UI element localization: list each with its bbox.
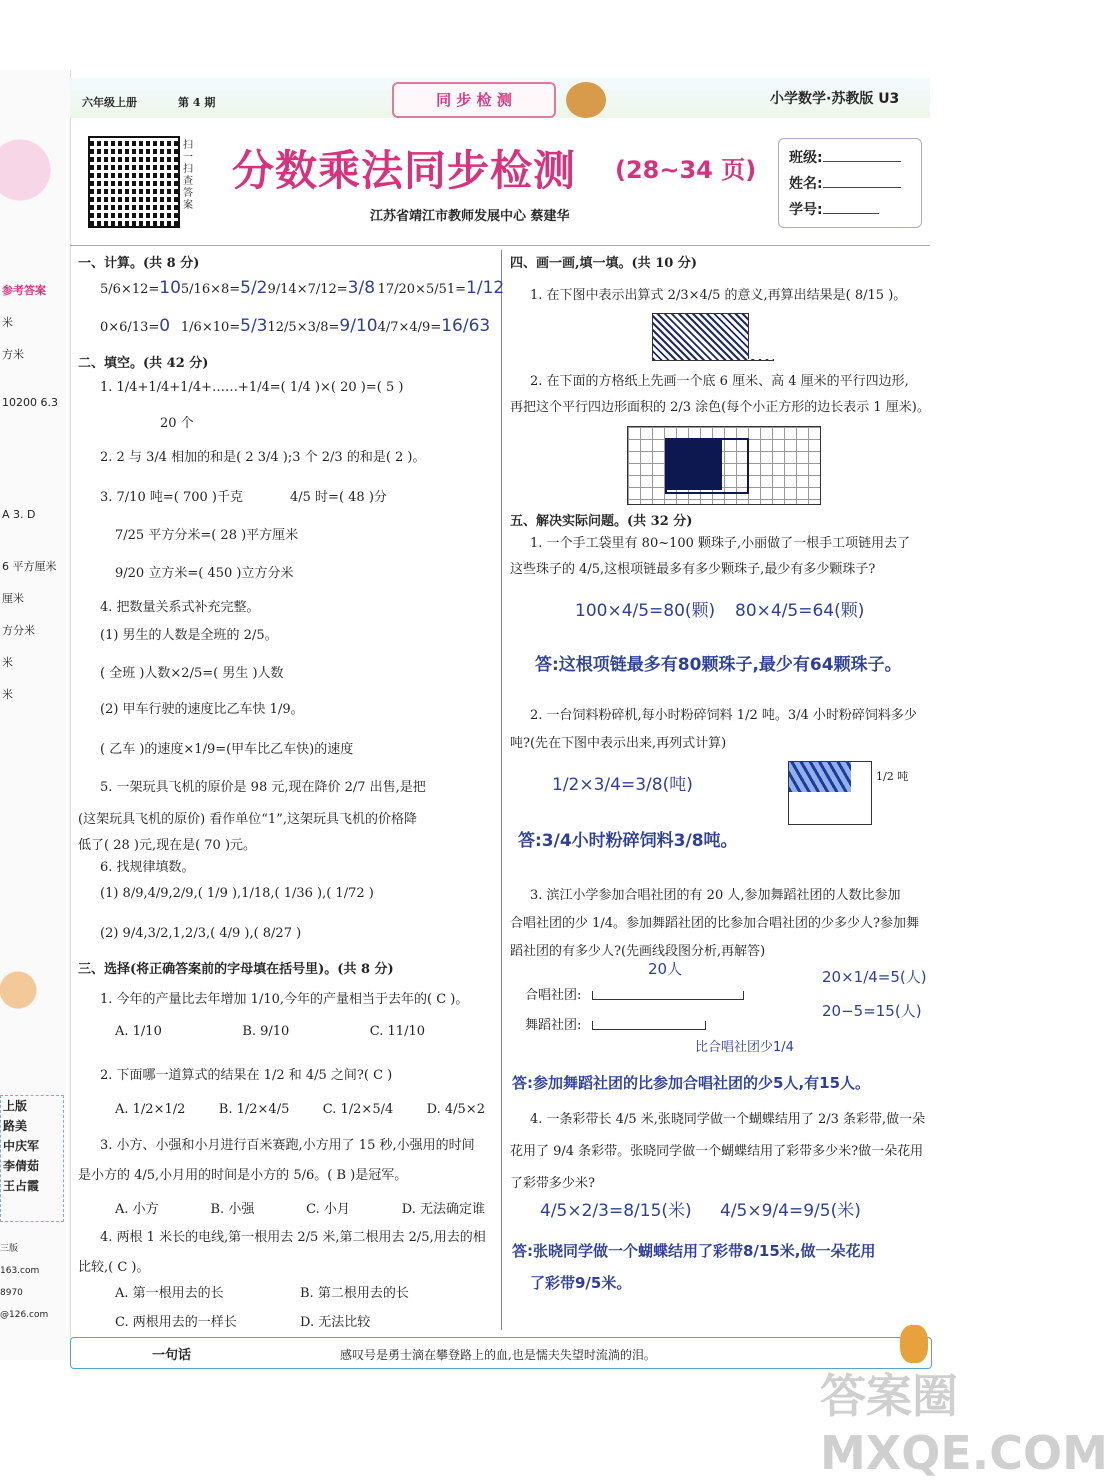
- choice-4: 4. 两根 1 米长的电线,第一根用去 2/5 米,第二根用去 2/5,用去的相: [100, 1230, 486, 1245]
- p3-work-1: 20×1/4=5(人): [822, 968, 927, 986]
- calc-item: 9/14×7/12=3/8: [267, 278, 376, 298]
- page-title: 分数乘法同步检测: [232, 146, 577, 195]
- problem-4b: 花用了 9/4 条彩带。张晓同学做一个蝴蝶结用了彩带多少米?做一朵花用: [510, 1144, 924, 1159]
- rabbit-illustration: [0, 100, 55, 240]
- column-divider: [501, 250, 502, 1330]
- choice-2-options: A. 1/2×1/2 B. 1/2×4/5 C. 1/2×5/4 D. 4/5×2: [115, 1102, 485, 1117]
- fill-4: 4. 把数量关系式补充完整。: [100, 600, 260, 615]
- fill-3d: 9/20 立方米=( 450 )立方分米: [115, 566, 294, 581]
- problem-3: 3. 滨江小学参加合唱社团的有 20 人,参加舞蹈社团的人数比参加: [530, 888, 901, 903]
- fill-4a-answer: ( 全班 )人数×2/5=( 男生 )人数: [100, 666, 284, 681]
- draw-1: 1. 在下图中表示出算式 2/3×4/5 的意义,再算出结果是( 8/15 )。: [530, 288, 907, 303]
- child-illustration: [0, 960, 50, 1040]
- footer-quote: 感叹号是勇士滴在攀登路上的血,也是懦夫失望时流淌的泪。: [340, 1348, 656, 1362]
- p3-answer: 答:参加舞蹈社团的比参加合唱社团的少5人,有15人。: [512, 1074, 871, 1092]
- calc-item: 5/6×12=10: [100, 278, 181, 298]
- class-field[interactable]: 班级:: [789, 145, 911, 171]
- sidebar-contact: 三版 163.com 8970 @126.com: [0, 1244, 49, 1320]
- problem-1b: 这些珠子的 4/5,这根项链最多有多少颗珠子,最少有多少颗珠子?: [510, 562, 876, 577]
- choice-1: 1. 今年的产量比去年增加 1/10,今年的产量相当于去年的( C )。: [100, 992, 469, 1007]
- author-line: 江苏省靖江市教师发展中心 蔡建华: [370, 209, 570, 224]
- problem-2b: 吨?(先在下图中表示出来,再列式计算): [510, 736, 727, 751]
- p3-less-label: 比合唱社团少1/4: [695, 1040, 794, 1055]
- qr-code-overlay: [90, 138, 178, 226]
- choice-3-options: A. 小方 B. 小强 C. 小月 D. 无法确定谁: [115, 1202, 485, 1217]
- sidebar-answers: 参考答案 米 方米 10200 6.3 A 3. D 6 平方厘米 厘米 方分米 米 米: [2, 284, 58, 701]
- feed-shaded: [789, 762, 851, 792]
- editor-box: 上版 路美 中庆军 李倩茹 王占霞: [0, 1095, 64, 1222]
- calc-item: 0×6/13=0: [100, 316, 171, 336]
- problem-4: 4. 一条彩带长 4/5 米,张晓同学做一个蝴蝶结用了 2/3 条彩带,做一朵: [530, 1112, 926, 1127]
- header-divider: [70, 245, 930, 246]
- problem-3c: 蹈社团的有多少人?(先画线段图分析,再解答): [510, 944, 766, 959]
- fill-1: 1. 1/4+1/4+1/4+……+1/4=( 1/4 )×( 20 )=( 5 ): [100, 380, 404, 395]
- choice-4-options: A. 第一根用去的长 B. 第二根用去的长 C. 两根用去的一样长 D. 无法比较: [115, 1286, 409, 1330]
- calc-grid: [100, 278, 505, 336]
- shaded-area: [665, 438, 722, 490]
- giraffe-icon: [900, 1325, 928, 1363]
- fill-3c: 7/25 平方分米=( 28 )平方厘米: [115, 528, 299, 543]
- draw-2: 2. 在下面的方格纸上先画一个底 6 厘米、高 4 厘米的平行四边形,: [530, 374, 909, 389]
- calc-item: 1/6×10=5/3: [180, 316, 268, 336]
- fill-6: 6. 找规律填数。: [100, 860, 195, 875]
- p4-work-2: 4/5×9/4=9/5(米): [720, 1201, 861, 1221]
- choice-3b: 是小方的 4/5,小月用的时间是小方的 5/6。( B )是冠军。: [78, 1168, 408, 1183]
- fill-5: 5. 一架玩具飞机的原价是 98 元,现在降价 2/7 出售,是把: [100, 780, 426, 795]
- fill-5c: 低了( 28 )元,现在是( 70 )元。: [78, 838, 257, 853]
- p3-work-2: 20−5=15(人): [822, 1002, 922, 1020]
- p4-work-1: 4/5×2/3=8/15(米): [540, 1201, 692, 1221]
- calc-item: 12/5×3/8=9/10: [267, 316, 378, 336]
- p4-answer: 答:张晓同学做一个蝴蝶结用了彩带8/15米,做一朵花用: [512, 1242, 876, 1260]
- fill-6a: (1) 8/9,4/9,2/9,( 1/9 ),1/18,( 1/36 ),( 1/72 ): [100, 886, 374, 901]
- section-3-title: 三、选择(将正确答案前的字母填在括号里)。(共 8 分): [78, 962, 394, 977]
- page-range: (28~34 页): [615, 156, 757, 184]
- p1-work-1: 100×4/5=80(颗): [575, 601, 716, 621]
- watermark: 答案圈 MXQE.COM: [820, 1369, 1108, 1480]
- fill-2: 2. 2 与 3/4 相加的和是( 2 3/4 );3 个 2/3 的和是( 2 )。: [100, 450, 426, 465]
- choice-3: 3. 小方、小强和小月进行百米赛跑,小方用了 15 秒,小强用的时间: [100, 1138, 475, 1153]
- issue-label: 第 4 期: [178, 96, 216, 109]
- section-4-title: 四、画一画,填一填。(共 10 分): [510, 256, 697, 271]
- p2-answer: 答:3/4小时粉碎饲料3/8吨。: [518, 831, 738, 851]
- fill-5b: (这架玩具飞机的原价) 看作单位“1”,这架玩具飞机的价格降: [78, 812, 417, 827]
- id-field[interactable]: 学号:: [789, 197, 911, 223]
- fill-6b: (2) 9/4,3/2,1,2/3,( 4/9 ),( 8/27 ): [100, 926, 302, 941]
- grade-label: 六年级上册: [82, 96, 137, 109]
- section-1-title: 一、计算。(共 8 分): [78, 256, 200, 271]
- problem-1: 1. 一个手工袋里有 80~100 颗珠子,小丽做了一根手工项链用去了: [530, 536, 911, 551]
- choir-label: 合唱社团:: [525, 988, 582, 1003]
- section-2-title: 二、填空。(共 42 分): [78, 356, 209, 371]
- subject-label: 小学数学·苏教版 U3: [770, 91, 900, 107]
- problem-4c: 了彩带多少米?: [510, 1176, 595, 1191]
- scan-note: 扫一扫 查答案: [183, 140, 193, 211]
- problem-3b: 合唱社团的少 1/4。参加舞蹈社团的比参加合唱社团的少多少人?参加舞: [510, 916, 920, 931]
- choir-segment: [592, 991, 744, 1000]
- p2-work: 1/2×3/4=3/8(吨): [552, 775, 693, 795]
- p4-answer-2: 了彩带9/5米。: [530, 1274, 632, 1292]
- calc-item: 17/20×5/51=1/12: [377, 278, 505, 298]
- calc-item: 5/16×8=5/2: [180, 278, 268, 298]
- lion-mascot-icon: [566, 82, 606, 118]
- fill-4a: (1) 男生的人数是全班的 2/5。: [100, 628, 278, 643]
- footer-label: 一句话: [152, 1348, 192, 1363]
- student-info-box: [778, 138, 922, 228]
- choice-4b: 比较,( C )。: [78, 1260, 150, 1275]
- name-field[interactable]: 姓名:: [789, 171, 911, 197]
- problem-2: 2. 一台饲料粉碎机,每小时粉碎饲料 1/2 吨。3/4 小时粉碎饲料多少: [530, 708, 917, 723]
- fill-1-count: 20 个: [160, 416, 194, 431]
- fill-3a: 3. 7/10 吨=( 700 )千克: [100, 490, 243, 505]
- section-5-title: 五、解决实际问题。(共 32 分): [510, 514, 693, 529]
- unshaded-strip: [748, 313, 774, 359]
- dance-segment: [592, 1021, 706, 1030]
- choice-2: 2. 下面哪一道算式的结果在 1/2 和 4/5 之间?( C ): [100, 1068, 393, 1083]
- draw-2b: 再把这个平行四边形面积的 2/3 涂色(每个小正方形的边长表示 1 厘米)。: [510, 400, 930, 415]
- sync-badge: 同 步 检 测: [392, 82, 556, 118]
- calc-item: 4/7×4/9=16/63: [377, 316, 491, 336]
- fill-4b-answer: ( 乙车 )的速度×1/9=(甲车比乙车快)的速度: [100, 742, 354, 757]
- fill-3b: 4/5 时=( 48 )分: [290, 490, 387, 505]
- choice-1-options: A. 1/10 B. 9/10 C. 11/10: [115, 1024, 425, 1039]
- fill-4b: (2) 甲车行驶的速度比乙车快 1/9。: [100, 702, 304, 717]
- p1-answer: 答:这根项链最多有80颗珠子,最少有64颗珠子。: [535, 655, 902, 675]
- p1-work-2: 80×4/5=64(颗): [735, 601, 865, 621]
- feed-label: 1/2 吨: [876, 770, 909, 783]
- dance-label: 舞蹈社团:: [525, 1018, 582, 1033]
- p3-total-label: 20人: [648, 960, 683, 978]
